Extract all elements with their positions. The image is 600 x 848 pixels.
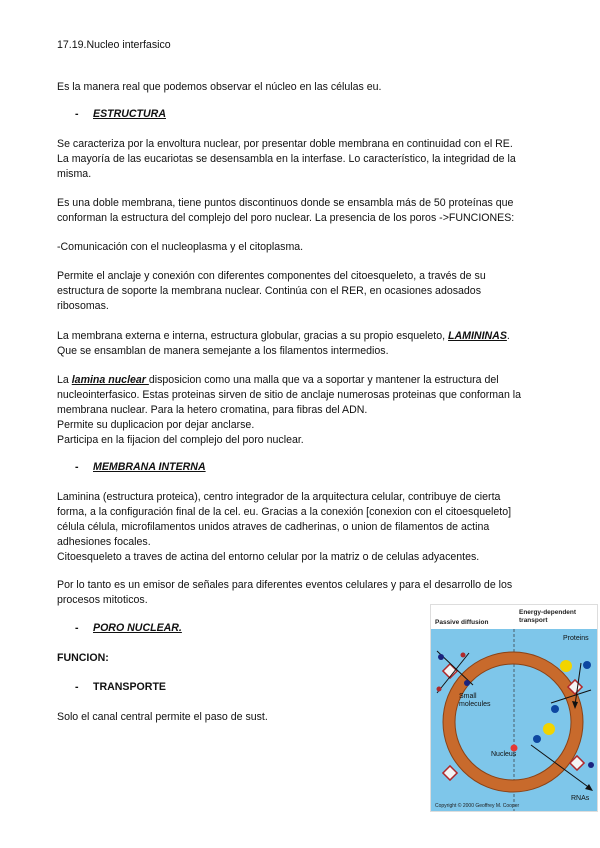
bullet-marker: -	[75, 461, 79, 473]
section-heading-poro-nuclear: PORO NUCLEAR.	[93, 622, 182, 634]
protein-yellow	[560, 660, 572, 672]
paragraph-line: Se caracteriza por la envoltura nuclear, por presentar doble membrana en continuidad con el RE.	[57, 138, 513, 150]
paragraph-line: Que se ensamblan de manera semejante a los filamentos intermedios.	[57, 345, 389, 357]
subsection-heading-transporte: TRANSPORTE	[93, 681, 166, 693]
paragraph-line: adhesiones focales.	[57, 536, 151, 548]
rnas-label: RNAs	[571, 795, 590, 802]
paragraph-line	[57, 373, 547, 388]
figure-copyright: Copyright © 2000 Geoffrey M. Cooper	[435, 803, 520, 809]
paragraph-4	[57, 269, 547, 314]
nucleus-label: Nucleus	[491, 751, 517, 758]
paragraph-1	[57, 137, 547, 182]
paragraph-line: La mayoría de las eucariotas se desensambla en la interfase. Lo característico, la integridad de la	[57, 153, 516, 165]
small-molecules-label: Small	[459, 693, 477, 700]
section-heading-estructura: ESTRUCTURA	[93, 108, 166, 120]
paragraph-2	[57, 196, 547, 226]
energy-dependent-label: Energy-dependent	[519, 609, 577, 616]
page-title: 17.19.Nucleo interfasico	[57, 39, 171, 51]
paragraph-line: nucleointerfasico. Estas proteinas sirven de sitio de anclaje numerosas proteinas que conforman la	[57, 389, 522, 401]
funcion-heading: FUNCION:	[57, 652, 109, 664]
protein-blue	[583, 661, 591, 669]
paragraph-line: Citoesqueleto a traves de actina del entorno celular por la matriz o de celulas adyacentes.	[57, 551, 480, 563]
transport-label: transport	[519, 617, 548, 624]
small-molecule	[438, 654, 444, 660]
paragraph-line: misma.	[57, 168, 92, 180]
text-run: La	[57, 374, 72, 386]
paragraph-line: célula célula, microfilamentos unidos atraves de cadherinas, o union de filamentos de actina	[57, 521, 490, 533]
proteins-label: Proteins	[563, 635, 589, 642]
section-membrana-interna	[57, 461, 547, 476]
small-molecules-label: molecules	[459, 701, 491, 708]
term-lamina-nuclear: lamina nuclear	[71, 374, 149, 386]
paragraph-line: membrana nuclear. Para la hetero cromatina, para fibras del ADN.	[57, 404, 368, 416]
paragraph-line: conforman la estructura del complejo del poro nuclear. La presencia de los poros ->FUNCIONES:	[57, 212, 515, 224]
paragraph-line: ribosomas.	[57, 300, 109, 312]
term-laminas: LAMININAS	[448, 330, 507, 342]
small-molecule	[464, 680, 470, 686]
bullet-marker: -	[75, 681, 79, 693]
intro-text: Es la manera real que podemos observar el núcleo en las células eu.	[57, 81, 382, 93]
paragraph-7	[57, 490, 547, 565]
paragraph-line: Participa en la fijacion del complejo del poro nuclear.	[57, 434, 304, 446]
passive-diffusion-label: Passive diffusion	[435, 619, 489, 626]
paragraph-6	[57, 373, 547, 448]
paragraph-line: Permite el anclaje y conexión con diferentes componentes del citoesqueleto, a través de su	[57, 270, 486, 282]
paragraph-line: procesos mitoticos.	[57, 594, 148, 606]
bullet-marker: -	[75, 108, 79, 120]
paragraph-line: Es una doble membrana, tiene puntos discontinuos donde se ensambla más de 50 proteínas que	[57, 197, 514, 209]
section-heading-membrana-interna: MEMBRANA INTERNA	[93, 461, 206, 473]
paragraph-line: estructura de soporte la membrana nuclear. Continúa con el RER, en ocasiones adosados	[57, 285, 481, 297]
section-poro-nuclear	[57, 622, 417, 637]
text-run: .	[506, 330, 510, 342]
paragraph-line: Permite su duplicacion por dejar anclarse.	[57, 419, 255, 431]
small-molecule	[437, 687, 442, 692]
protein-blue	[533, 735, 541, 743]
paragraph-line: Laminina (estructura proteica), centro integrador de la arquitectura celular, contribuye de cierta	[57, 491, 501, 503]
paragraph-line	[57, 329, 547, 344]
paragraph-line: forma, a la configuración final de la cel. eu. Gracias a la conexión [conexion con el citoesqueleto]	[57, 506, 512, 518]
paragraph-9: Solo el canal central permite el paso de sust.	[57, 711, 268, 723]
text-run: disposicion como una malla que va a soportar y mantener la estructura del	[148, 374, 499, 386]
section-estructura	[57, 108, 547, 123]
paragraph-line: Por lo tanto es un emisor de señales para diferentes eventos celulares y para el desarrollo de los	[57, 579, 513, 591]
subsection-transporte	[57, 681, 417, 696]
paragraph-5	[57, 329, 547, 359]
paragraph-3: -Comunicación con el nucleoplasma y el citoplasma.	[57, 241, 304, 253]
bullet-marker: -	[75, 622, 79, 634]
nuclear-pore-figure	[430, 604, 598, 812]
text-run: La membrana externa e interna, estructura globular, gracias a su propio esqueleto,	[57, 330, 449, 342]
small-molecule	[461, 653, 466, 658]
protein-blue	[551, 705, 559, 713]
protein-blue	[588, 762, 594, 768]
protein-yellow	[543, 723, 555, 735]
